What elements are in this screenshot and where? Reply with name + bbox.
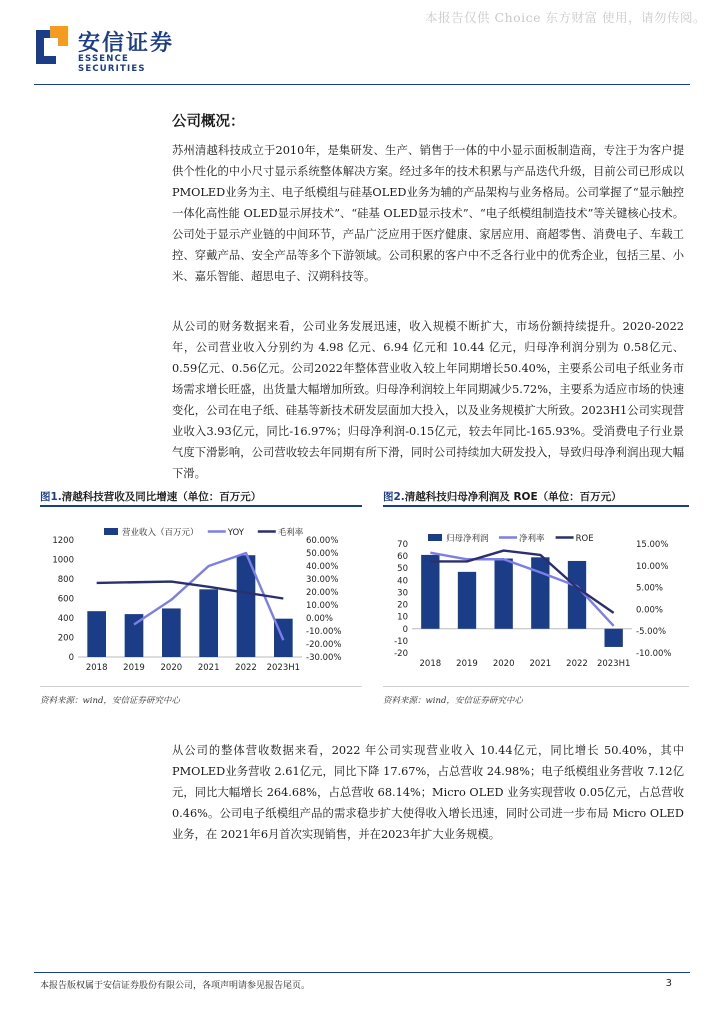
revenue-chart-category-label: 2021: [197, 663, 220, 673]
revenue-chart-right-tick-label: 0.00%: [306, 614, 334, 624]
revenue-chart-left-tick-label: 0: [68, 653, 74, 663]
revenue-chart-right-tick-label: 60.00%: [306, 536, 339, 546]
net-profit-chart-category-label: 2021: [529, 659, 552, 669]
net-profit-chart-category-label: 2018: [419, 659, 442, 669]
figure-1-title-rule: [40, 505, 362, 507]
revenue-chart-right-tick-label: -30.00%: [306, 653, 342, 663]
net-profit-chart-left-tick-label: 0: [402, 624, 408, 635]
net-profit-chart-right-tick-label: 0.00%: [636, 605, 664, 616]
net-profit-chart-category-label: 2020: [492, 659, 515, 669]
figure-1-label: 图1.: [40, 491, 62, 503]
revenue-chart-bar: [87, 611, 106, 657]
figure-2-caption: 清越科技归母净利润及 ROE（单位：百万元）: [404, 491, 622, 503]
revenue-chart-category-label: 2020: [160, 663, 183, 673]
revenue-chart-legend-label: 营业收入（百万元）: [122, 528, 199, 538]
paragraph-financials: 从公司的财务数据来看，公司业务发展迅速，收入规模不断扩大，市场份额持续提升。2020-2022 年，公司营业收入分别约为 4.98 亿元、6.94 亿元和 10.44 亿元，归母净利润分别为 0.58亿元、0.59亿元、0.56亿元。公司2022年整体营业收入较上年同期增长50.40%，主要系公司电子纸业务市场需求增长旺盛，出货量大幅增加所致。归母净利润较上年同期减少5.72%，主要系为适应市场的快速变化，公司在电子纸、硅基等新技术研发层面加大投入，以及业务规模扩大所致。2023H1公司实现营业收入3.93亿元，同比-16.97%；归母净利润-0.15亿元，较去年同比-165.93%。受消费电子行业景气度下滑影响，公司营收较去年同期有所下滑，同时公司持续加大研发投入，导致归母净利润出现大幅下滑。: [172, 320, 684, 480]
net-profit-chart-left-tick-label: 30: [397, 588, 408, 599]
watermark-text: 本报告仅供 Choice 东方财富 使用，请勿传阅。: [425, 10, 706, 25]
revenue-chart-legend-label: YOY: [227, 528, 244, 538]
figure-1-title: [40, 489, 261, 504]
revenue-chart-left-tick-label: 600: [57, 594, 74, 605]
net-profit-chart-left-tick-label: -20: [394, 649, 408, 659]
revenue-chart-category-label: 2019: [123, 663, 145, 673]
net-profit-chart-bar: [495, 559, 513, 629]
net-profit-chart-category-label: 2023H1: [596, 659, 631, 669]
figure-2-bottom-rule: [383, 686, 689, 687]
revenue-chart: [36, 520, 374, 680]
company-logo: [34, 24, 184, 74]
net-profit-chart-legend-swatch: [428, 534, 442, 541]
revenue-chart-right-tick-label: -10.00%: [306, 627, 342, 637]
page-number: 3: [665, 978, 672, 989]
revenue-chart-right-tick-label: 30.00%: [306, 575, 339, 585]
revenue-chart-category-label: 2018: [85, 663, 108, 673]
revenue-chart-left-tick-label: 1000: [52, 555, 74, 566]
figure-2-title-rule: [383, 505, 689, 507]
revenue-chart-right-tick-label: 10.00%: [306, 601, 339, 611]
logo-mark-icon: [34, 24, 74, 68]
section-title: 公司概况：: [172, 113, 245, 130]
revenue-chart-legend-swatch: [104, 528, 118, 535]
net-profit-chart-right-tick-label: 15.00%: [636, 540, 669, 550]
paragraph-segments: 从公司的整体营收数据来看，2022 年公司实现营业收入 10.44亿元，同比增长 50.40%，其中 PMOLED业务营收 2.61亿元，同比下降 17.67%，占总营收 24.98%；电子纸模组业务营收 7.12亿元，同比大幅增长 264.68%，占总营收 68.14%；Micro OLED 业务实现营收 0.05亿元，占总营收 0.46%。公司电子纸模组产品的需求稳步扩大使得收入增长迅速，同时公司进一步布局 Micro OLED业务，在 2021年6月首次实现销售，并在2023年扩大业务规模。: [172, 744, 684, 841]
net-profit-chart: [378, 520, 690, 680]
figure-1-source: 资料来源：wind，安信证券研究中心: [40, 696, 180, 706]
figure-2-source: 资料来源：wind，安信证券研究中心: [383, 696, 523, 706]
net-profit-chart-bar: [458, 572, 476, 629]
net-profit-chart-bar: [531, 557, 549, 628]
revenue-chart-right-tick-label: 50.00%: [306, 549, 339, 559]
paragraph-overview: 苏州清越科技成立于2010年，是集研发、生产、销售于一体的中小显示面板制造商，专注于为客户提供个性化的中小尺寸显示系统整体解决方案。经过多年的技术积累与产品迭代升级，目前公司已形成以PMOLED业务为主、电子纸模组与硅基OLED业务为辅的产品架构与业务格局。公司掌握了“显示触控一体化高性能 OLED显示屏技术”、“硅基 OLED显示技术”、“电子纸模组制造技术”等关键核心技术。公司处于显示产业链的中间环节，产品广泛应用于医疗健康、家居应用、商超零售、消费电子、车载工控、穿戴产品、安全产品等多个下游领域。公司积累的客户中不乏各行业中的优秀企业，包括三星、小米、嘉乐智能、超思电子、汉朔科技等。: [172, 144, 684, 283]
net-profit-chart-legend-label: ROE: [575, 534, 594, 544]
header-divider: [34, 84, 690, 85]
revenue-chart-category-label: 2023H1: [266, 663, 301, 673]
figure-2-title: [383, 489, 622, 504]
net-profit-chart-left-tick-label: 40: [397, 576, 408, 587]
revenue-chart-right-tick-label: 40.00%: [306, 562, 339, 572]
net-profit-chart-right-tick-label: 5.00%: [636, 583, 664, 594]
net-profit-chart-left-tick-label: 60: [397, 552, 408, 563]
revenue-chart-left-tick-label: 200: [57, 633, 74, 644]
net-profit-chart-left-tick-label: 20: [397, 600, 408, 611]
revenue-chart-left-tick-label: 800: [57, 575, 74, 585]
net-profit-chart-legend-label: 净利率: [519, 534, 545, 544]
figure-1-bottom-rule: [40, 686, 362, 687]
footer-divider: [34, 972, 690, 973]
net-profit-chart-right-tick-label: -5.00%: [636, 627, 667, 638]
net-profit-chart-legend-label: 归母净利润: [446, 534, 489, 544]
revenue-chart-bar: [162, 608, 181, 657]
revenue-chart-left-tick-label: 1200: [52, 536, 74, 546]
net-profit-chart-right-tick-label: -10.00%: [636, 649, 672, 659]
revenue-chart-bar: [199, 589, 218, 657]
revenue-chart-category-label: 2022: [235, 663, 257, 673]
revenue-chart-right-tick-label: -20.00%: [306, 640, 342, 650]
net-profit-chart-left-tick-label: 50: [397, 564, 408, 575]
net-profit-chart-category-label: 2022: [566, 659, 588, 669]
figure-2-label: 图2.: [383, 491, 405, 503]
revenue-chart-legend-label: 毛利率: [277, 528, 304, 538]
figure-1-caption: 清越科技营收及同比增速（单位：百万元）: [61, 491, 262, 503]
net-profit-chart-left-tick-label: 70: [397, 540, 408, 550]
net-profit-chart-bar: [605, 629, 623, 647]
net-profit-chart-right-tick-label: 10.00%: [636, 561, 669, 572]
logo-english-name: ESSENCE SECURITIES: [78, 54, 146, 74]
revenue-chart-right-tick-label: 20.00%: [306, 588, 339, 598]
revenue-chart-left-tick-label: 400: [57, 614, 74, 624]
footer-disclaimer: 本报告版权属于安信证券股份有限公司，各项声明请参见报告尾页。: [40, 981, 311, 991]
logo-name: 安信证券: [78, 31, 175, 56]
net-profit-chart-bar: [421, 555, 439, 629]
net-profit-chart-left-tick-label: -10: [394, 636, 408, 647]
net-profit-chart-category-label: 2019: [456, 659, 478, 669]
net-profit-chart-left-tick-label: 10: [397, 612, 408, 623]
